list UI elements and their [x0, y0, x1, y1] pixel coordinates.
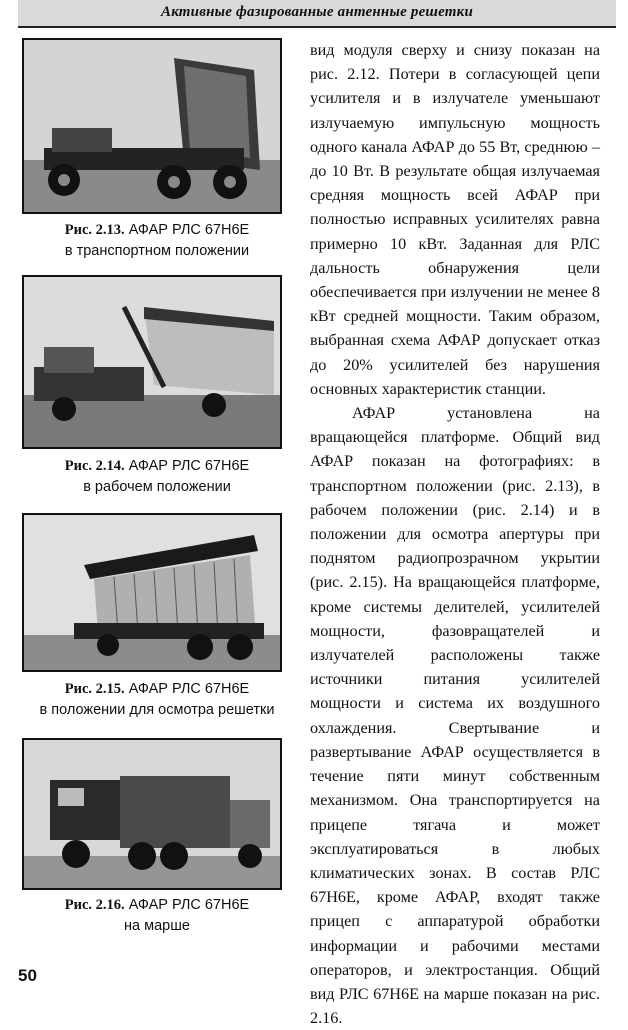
figure-2-16-label: Рис. 2.16. — [64, 897, 125, 913]
body-paragraph-1: вид модуля сверху и снизу показан на рис. 2.12. Потери в согласующей цепи усилителя и в излучателе уменьшают излучаемую импульсную мощность одного канала АФАР до 55 Вт, среднюю – до 10 Вт. В результате общая излучаемая средняя мощность всей АФАР при полностью исправных усилителях равна примерно 10 кВт. Заданная для РЛС дальность обнаружения цели обеспечивается при излучении не менее 8 кВт средней мощности. Таким образом, выбранная схема АФАР допускает отказ до 20% усилителей без нарушения основных характеристик станции. — [310, 41, 600, 398]
figure-2-14-label: Рис. 2.14. — [64, 458, 125, 474]
figure-2-13-subtitle: в транспортном положении — [64, 243, 250, 259]
figure-2-14-subtitle: в рабочем положении — [83, 479, 231, 495]
figure-2-14-caption — [22, 456, 292, 498]
figure-2-14-title: АФАР РЛС 67Н6Е — [124, 458, 250, 474]
figure-2-15-caption — [22, 679, 292, 721]
figure-2-16-photo — [22, 738, 282, 890]
figure-2-13-photo — [22, 38, 282, 214]
page-number: 50 — [18, 966, 37, 985]
figure-2-13-caption — [22, 220, 292, 262]
figure-2-16-caption — [22, 895, 292, 937]
figure-2-15-label: Рис. 2.15. — [64, 681, 125, 697]
running-header — [18, 0, 616, 28]
figure-2-14-photo — [22, 275, 282, 449]
figure-2-15-subtitle: в положении для осмотра решетки — [39, 702, 275, 718]
figure-2-13-label: Рис. 2.13. — [64, 222, 125, 238]
figure-2-15-photo — [22, 513, 282, 672]
body-text-column — [310, 38, 600, 1030]
figure-2-16-title: АФАР РЛС 67Н6Е — [124, 897, 250, 913]
figure-2-16-subtitle: на марше — [124, 918, 190, 934]
body-paragraph-2: АФАР установлена на вращающейся платформе. Общий вид АФАР показан на фотографиях: в транспортном положении (рис. 2.13), в рабочем положении (рис. 2.14) и в положении для осмотра апертуры при поднятом радиопрозрачном укрытии (рис. 2.15). На вращающейся платформе, кроме системы делителей, усилителей мощности, фазовращателей и излучателей расположены также источники питания усилителей мощности и система их воздушного охлаждения. Свертывание и развертывание АФАР осуществляется в течение пяти минут собственным механизмом. Она транспортируется на прицепе тягача и может эксплуатироваться в любых климатических зонах. В состав РЛС 67Н6Е, кроме АФАР, входят также прицеп с аппаратурой обработки информации и рабочими местами операторов, и электростанция. Общий вид РЛС 67Н6Е на марше показан на рис. 2.16. — [310, 404, 600, 1028]
figure-2-15-title: АФАР РЛС 67Н6Е — [124, 681, 250, 697]
figure-2-13-title: АФАР РЛС 67Н6Е — [124, 222, 250, 238]
running-header-title: Активные фазированные антенные решетки — [160, 4, 474, 20]
